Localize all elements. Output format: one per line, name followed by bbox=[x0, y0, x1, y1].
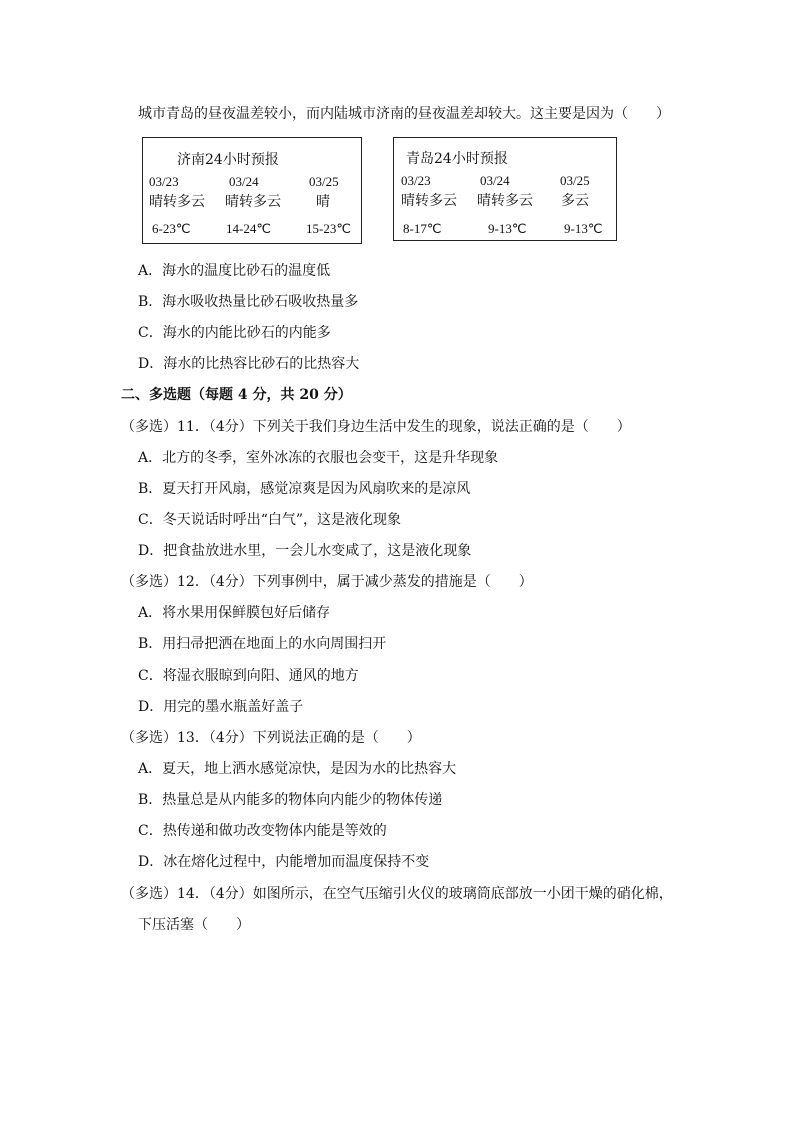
forecast-weather: 多云 bbox=[561, 193, 589, 209]
forecast-temp: 15-23℃ bbox=[306, 221, 351, 236]
option-text: C．将湿衣服晾到向阳、通风的地方 bbox=[138, 668, 359, 684]
option-text: B．热量总是从内能多的物体向内能少的物体传递 bbox=[138, 792, 443, 808]
forecast-temp: 6-23℃ bbox=[152, 221, 191, 236]
forecast-date: 03/25 bbox=[560, 173, 590, 188]
option-text: D．海水的比热容比砂石的比热容大 bbox=[138, 356, 360, 372]
section-heading: 二、多选题（每题 4 分，共 20 分） bbox=[121, 387, 352, 403]
option-text: C．热传递和做功改变物体内能是等效的 bbox=[138, 823, 387, 839]
forecast-temp: 9-13℃ bbox=[488, 221, 527, 236]
forecast-temp: 14-24℃ bbox=[226, 221, 271, 236]
forecast-weather: 晴转多云 bbox=[225, 194, 281, 210]
option-text: D．把食盐放进水里，一会儿水变咸了，这是液化现象 bbox=[138, 543, 472, 559]
forecast-date: 03/24 bbox=[229, 174, 259, 189]
option-text: A．北方的冬季，室外冰冻的衣服也会变干，这是升华现象 bbox=[138, 450, 499, 466]
question-stem: （多选）14．（4分）如图所示，在空气压缩引火仪的玻璃筒底部放一小团干燥的硝化棉， bbox=[121, 886, 673, 902]
forecast-temp: 9-13℃ bbox=[564, 221, 603, 236]
option-text: B．用扫帚把洒在地面上的水向周围扫开 bbox=[138, 636, 387, 652]
question-stem-continued: 下压活塞（ ） bbox=[138, 917, 250, 933]
option-text: D．冰在熔化过程中，内能增加而温度保持不变 bbox=[138, 854, 430, 870]
option-text: B．海水吸收热量比砂石吸收热量多 bbox=[138, 294, 359, 310]
q10-stem: 城市青岛的昼夜温差较小，而内陆城市济南的昼夜温差却较大。这主要是因为（ ） bbox=[138, 106, 670, 122]
forecast-date: 03/23 bbox=[149, 174, 179, 189]
forecast-weather: 晴转多云 bbox=[477, 193, 533, 209]
option-text: B．夏天打开风扇，感觉凉爽是因为风扇吹来的是凉风 bbox=[138, 481, 471, 497]
forecast-title: 青岛24小时预报 bbox=[406, 151, 508, 167]
question-stem: （多选）13．（4分）下列说法正确的是（ ） bbox=[121, 730, 421, 746]
option-text: C．冬天说话时呼出“白气”，这是液化现象 bbox=[138, 512, 402, 528]
option-text: C．海水的内能比砂石的内能多 bbox=[138, 325, 331, 341]
option-text: D．用完的墨水瓶盖好盖子 bbox=[138, 699, 304, 715]
forecast-weather: 晴转多云 bbox=[401, 193, 457, 209]
forecast-weather: 晴转多云 bbox=[149, 194, 205, 210]
forecast-date: 03/25 bbox=[309, 174, 339, 189]
option-text: A．夏天，地上洒水感觉凉快，是因为水的比热容大 bbox=[138, 761, 457, 777]
forecast-weather: 晴 bbox=[316, 194, 330, 210]
forecast-title: 济南24小时预报 bbox=[177, 152, 279, 168]
option-text: A．海水的温度比砂石的温度低 bbox=[138, 263, 331, 279]
forecast-box-jinan bbox=[142, 137, 362, 244]
option-text: A．将水果用保鲜膜包好后储存 bbox=[138, 605, 331, 621]
forecast-box-qingdao bbox=[393, 137, 617, 241]
question-stem: （多选）12．（4分）下列事例中，属于减少蒸发的措施是（ ） bbox=[121, 574, 533, 590]
forecast-date: 03/23 bbox=[401, 173, 431, 188]
forecast-temp: 8-17℃ bbox=[403, 221, 442, 236]
forecast-date: 03/24 bbox=[480, 173, 510, 188]
question-stem: （多选）11．（4分）下列关于我们身边生活中发生的现象，说法正确的是（ ） bbox=[121, 419, 631, 435]
